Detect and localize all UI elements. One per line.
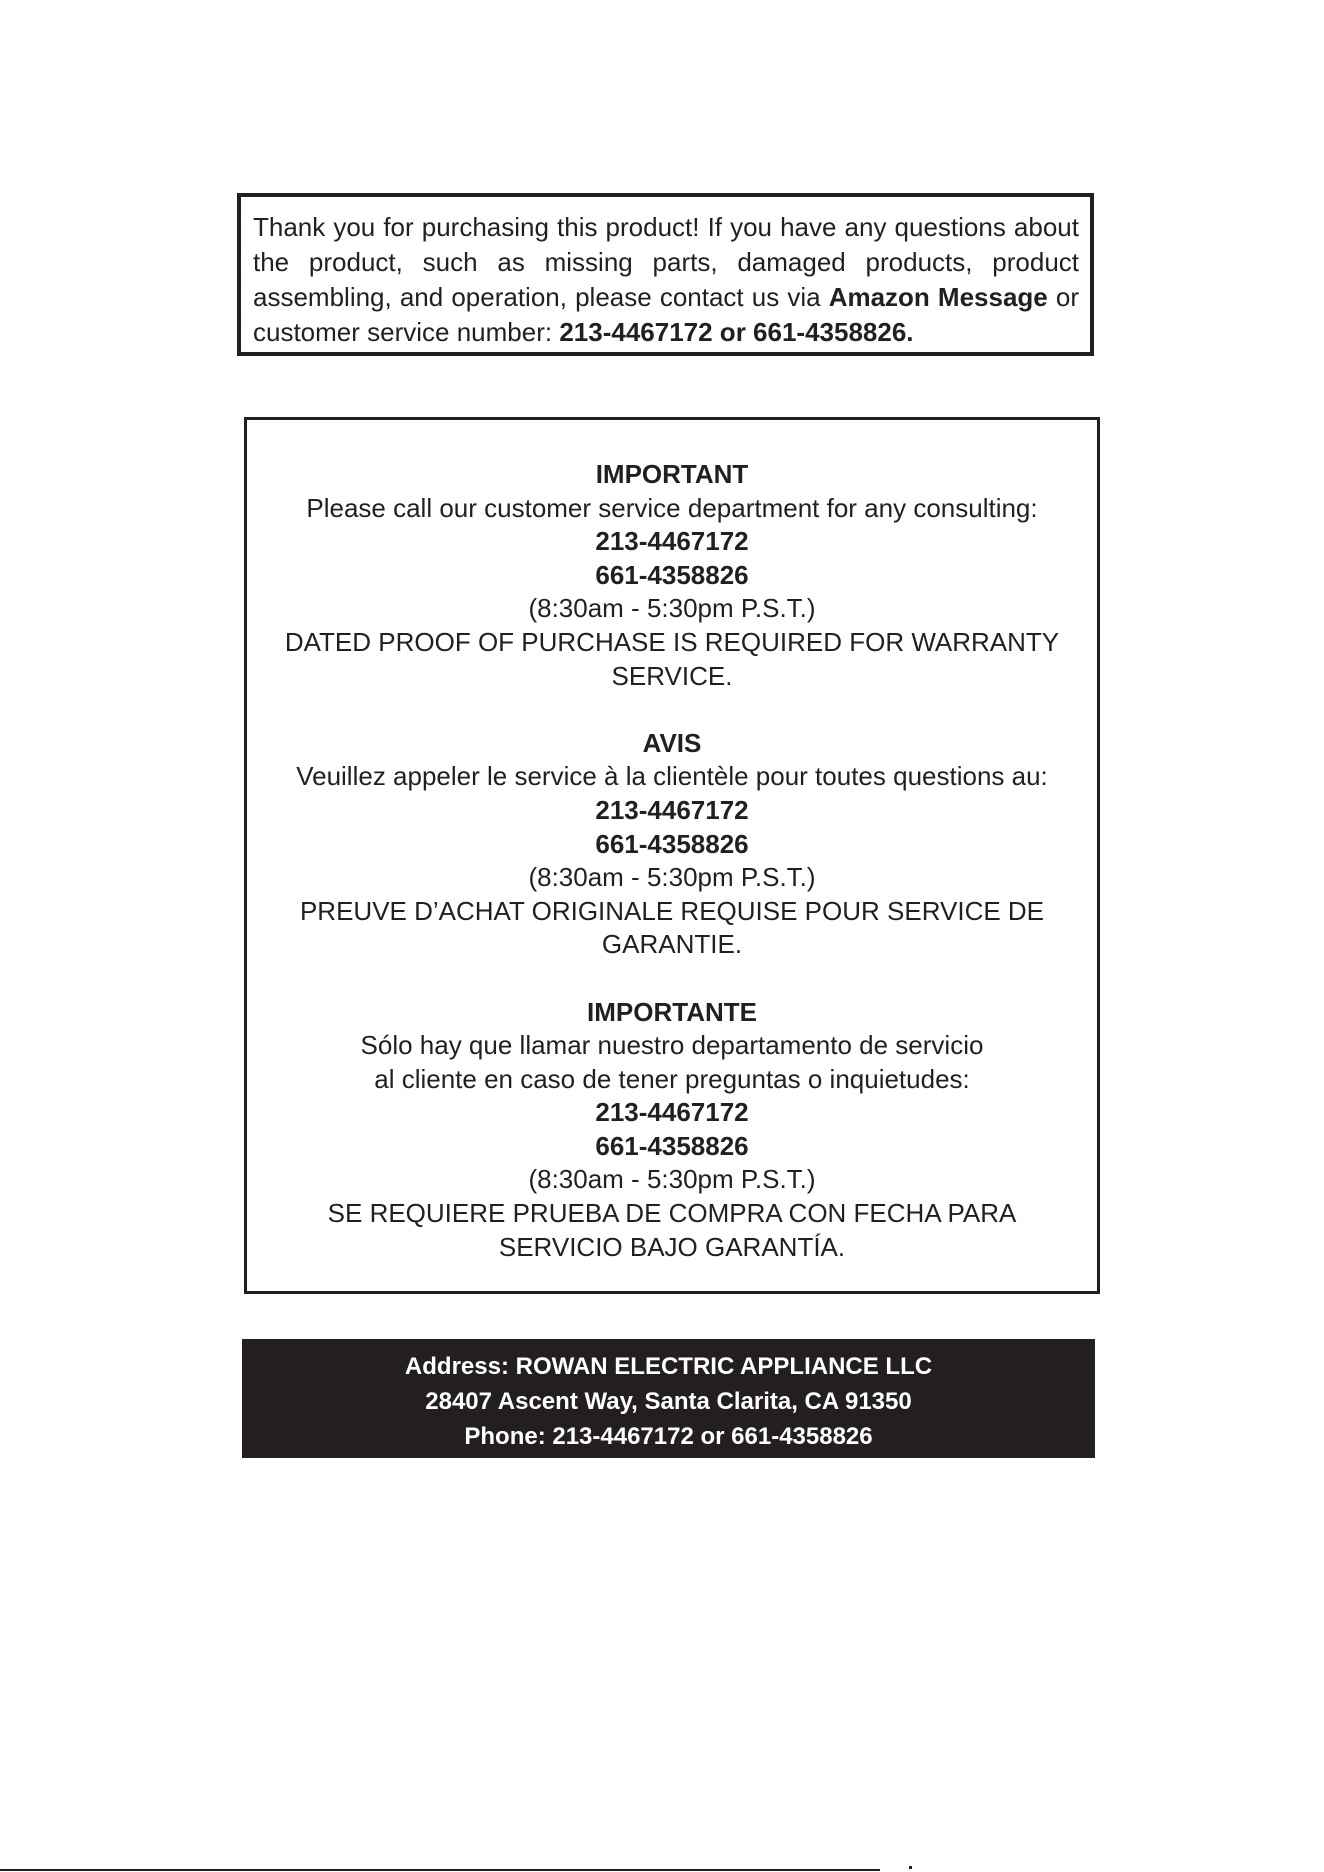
- service-hours: (8:30am - 5:30pm P.S.T.): [528, 862, 816, 893]
- important-notice-box: [244, 417, 1100, 1294]
- warranty-notice-line: DATED PROOF OF PURCHASE IS REQUIRED FOR WARRANTY: [284, 626, 1060, 657]
- thanks-notice-box: [237, 193, 1094, 356]
- phone-number: 213-4467172: [595, 526, 749, 557]
- service-hours: (8:30am - 5:30pm P.S.T.): [528, 1164, 816, 1195]
- thanks-notice-text-1: Thank you for purchasing this product! If you have any questions about the product, such as missing parts, damaged products, product assembling, and operation, please contact us via: [253, 212, 1079, 312]
- section-text-line: al cliente en caso de tener preguntas o inquietudes:: [374, 1063, 970, 1094]
- company-address-line: Address: ROWAN ELECTRIC APPLIANCE LLC: [404, 1353, 933, 1380]
- section-heading: IMPORTANTE: [587, 996, 757, 1027]
- address-bar: [242, 1339, 1095, 1458]
- phone-number: 213-4467172: [595, 794, 749, 825]
- footer-mark: [909, 1866, 912, 1869]
- phone-number: 661-4358826: [595, 1130, 749, 1161]
- street-address-line: 28407 Ascent Way, Santa Clarita, CA 91350: [425, 1388, 912, 1415]
- section-heading: IMPORTANT: [595, 459, 749, 489]
- section-text-line: Please call our customer service department for any consulting:: [306, 492, 1038, 523]
- section-text-line: Veuillez appeler le service à la clientèle pour toutes questions au:: [296, 761, 1048, 792]
- phone-number: 661-4358826: [595, 559, 749, 590]
- phone-line: Phone: 213-4467172 or 661-4358826: [464, 1423, 873, 1450]
- section-french: [247, 727, 1097, 962]
- footer-rule: [0, 1869, 880, 1871]
- warranty-notice-line: SE REQUIERE PRUEBA DE COMPRA CON FECHA PARA: [327, 1198, 1017, 1229]
- section-text-line: Sólo hay que llamar nuestro departamento de servicio: [360, 1030, 984, 1061]
- section-spanish: [247, 996, 1097, 1265]
- phone-number: 661-4358826: [595, 828, 749, 859]
- phone-number: 213-4467172: [595, 1097, 749, 1128]
- warranty-notice-line: GARANTIE.: [601, 929, 743, 960]
- section-english: [247, 458, 1097, 693]
- warranty-notice-line: PREUVE D’ACHAT ORIGINALE REQUISE POUR SERVICE DE: [299, 895, 1045, 926]
- service-hours: (8:30am - 5:30pm P.S.T.): [528, 593, 816, 624]
- section-heading: AVIS: [642, 727, 702, 758]
- thanks-notice-text-2: or customer service number:: [253, 282, 1079, 347]
- warranty-notice-line: SERVICIO BAJO GARANTÍA.: [498, 1231, 846, 1262]
- customer-service-numbers: 213-4467172 or 661-4358826.: [559, 317, 914, 347]
- amazon-message-label: Amazon Message: [828, 282, 1048, 312]
- warranty-notice-line: SERVICE.: [611, 660, 733, 691]
